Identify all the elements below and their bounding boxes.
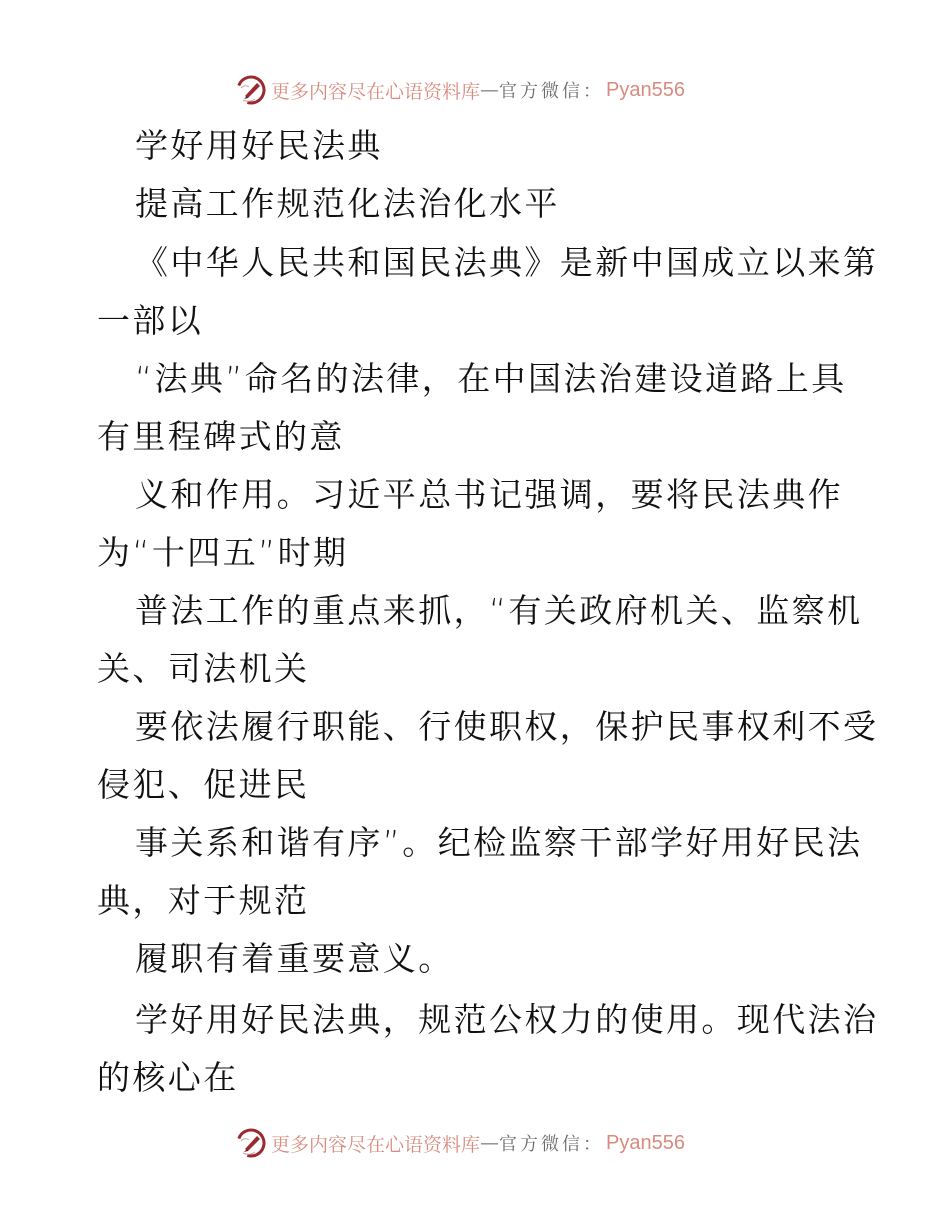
paragraph-line: 学好用好民法典，规范公权力的使用。现代法治 [135,1000,879,1039]
paragraph-line: 侵犯、促进民 [97,765,310,804]
paragraph-line: 事关系和谐有序”。纪检监察干部学好用好民法 [135,823,863,862]
paragraph-line: 义和作用。习近平总书记强调，要将民法典作 [135,475,843,514]
paragraph-line: 一部以 [97,301,204,340]
paragraph-line: 《中华人民共和国民法典》是新中国成立以来第 [135,243,879,282]
paragraph-line: 履职有着重要意义。 [135,939,454,978]
paragraph-line: 关、司法机关 [97,649,310,688]
header-watermark [235,72,685,108]
watermark-dash: — [480,79,500,101]
watermark-wechat-label: 官方微信： [499,81,605,102]
watermark-wechat-id: Pyan556 [606,78,685,101]
footer-watermark [235,1125,685,1161]
quill-pen-logo-icon [235,74,267,106]
watermark-brand-text: 更多内容尽在心语资料库 [271,1133,481,1156]
watermark-dash: — [480,1132,500,1154]
paragraph-line: 要依法履行职能、行使职权，保护民事权利不受 [135,707,879,746]
document-subtitle: 提高工作规范化法治化水平 [135,184,560,223]
watermark-wechat-id: Pyan556 [606,1131,685,1154]
paragraph-line: 的核心在 [97,1058,239,1097]
paragraph-line: “法典”命名的法律，在中国法治建设道路上具 [135,359,847,398]
paragraph-line: 有里程碑式的意 [97,417,345,456]
watermark-wechat-label: 官方微信： [499,1134,605,1155]
paragraph-line: 典，对于规范 [97,881,310,920]
paragraph-line: 普法工作的重点来抓，“有关政府机关、监察机 [135,591,863,630]
watermark-brand-text: 更多内容尽在心语资料库 [271,80,481,103]
document-title: 学好用好民法典 [135,126,383,165]
quill-pen-logo-icon [235,1127,267,1159]
paragraph-line: 为“十四五”时期 [97,533,349,572]
